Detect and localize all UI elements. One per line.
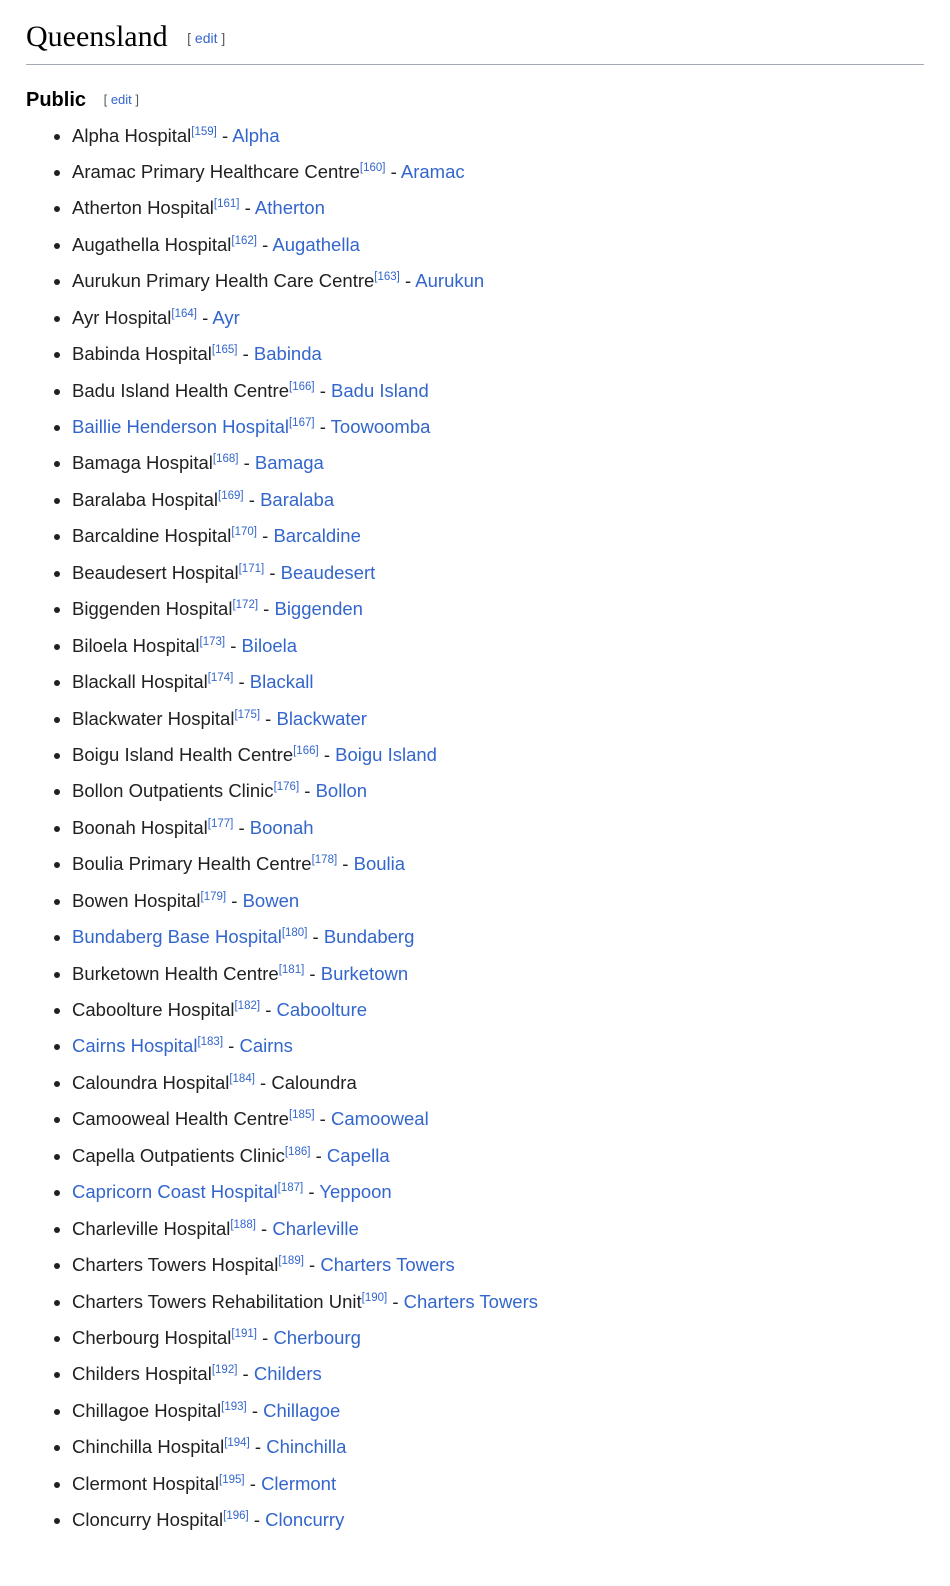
separator: - (248, 1509, 266, 1531)
separator: - (254, 1071, 272, 1093)
hospital-name: Biggenden Hospital (72, 598, 233, 620)
hospital-name: Boigu Island Health Centre (72, 743, 294, 765)
location-name[interactable]: Atherton (254, 197, 325, 219)
location-name[interactable]: Barcaldine (273, 525, 361, 547)
list-item (72, 846, 924, 882)
reference-link[interactable]: [191] (231, 1327, 257, 1340)
reference-link[interactable]: [162] (231, 234, 257, 247)
hospital-name: Babinda Hospital (72, 343, 212, 365)
list-item (72, 1174, 924, 1210)
separator: - (399, 270, 416, 292)
location-name: Caloundra (271, 1071, 357, 1093)
location-name[interactable]: Beaudesert (280, 561, 376, 583)
reference-link[interactable]: [171] (238, 562, 265, 575)
hospital-name: Barcaldine Hospital (72, 525, 232, 547)
list-item (72, 737, 924, 773)
separator: - (314, 379, 332, 401)
hospital-name: Biloela Hospital (72, 634, 200, 656)
separator: - (303, 1254, 321, 1276)
hospital-name: Blackall Hospital (72, 671, 208, 693)
subsection-title-text: Public (26, 88, 87, 111)
hospital-name: Childers Hospital (72, 1363, 212, 1385)
reference-link[interactable]: [164] (171, 307, 197, 320)
hospital-name: Blackwater Hospital (72, 707, 235, 729)
reference-link[interactable]: [159] (191, 125, 217, 138)
reference-link[interactable]: [174] (207, 671, 234, 684)
separator: - (304, 962, 321, 984)
reference-link[interactable]: [196] (223, 1509, 249, 1522)
hospital-name: Caloundra Hospital (72, 1071, 230, 1093)
list-item (72, 482, 924, 518)
hospital-name: Capella Outpatients Clinic (72, 1144, 285, 1166)
location-name[interactable]: Biggenden (274, 598, 363, 620)
list-item (72, 1320, 924, 1356)
location-name[interactable]: Cloncurry (265, 1509, 345, 1531)
location-name[interactable]: Boonah (249, 816, 314, 838)
separator: - (264, 561, 281, 583)
separator: - (257, 233, 273, 255)
reference-link[interactable]: [181] (278, 963, 305, 976)
location-name[interactable]: Blackall (249, 671, 314, 693)
separator: - (299, 780, 316, 802)
reference-link[interactable]: [173] (199, 635, 226, 648)
separator: - (318, 743, 336, 765)
hospital-name: Aurukun Primary Health Care Centre (72, 270, 375, 292)
list-item (72, 1466, 924, 1502)
hospital-name: Caboolture Hospital (72, 999, 235, 1020)
hospital-name: Boulia Primary Health Centre (72, 853, 312, 875)
reference-link[interactable]: [187] (277, 1182, 304, 1195)
list-item (72, 1429, 924, 1465)
location-name[interactable]: Camooweal (331, 1108, 429, 1130)
reference-link[interactable]: [179] (200, 890, 227, 903)
reference-link[interactable]: [163] (374, 271, 400, 284)
list-item (72, 919, 924, 955)
separator: - (246, 1399, 264, 1421)
location-name[interactable]: Boigu Island (335, 743, 437, 765)
separator: - (243, 488, 261, 510)
list-item (72, 373, 924, 409)
separator: - (258, 598, 275, 620)
separator: - (337, 853, 354, 875)
separator: - (255, 1217, 273, 1239)
edit-bracket-close: ] (135, 91, 140, 107)
location-name[interactable]: Bowen (242, 889, 300, 911)
location-name[interactable]: Badu Island (331, 379, 429, 401)
reference-link[interactable]: [189] (278, 1254, 304, 1267)
separator: - (310, 1144, 327, 1166)
hospital-name: Burketown Health Centre (72, 962, 279, 984)
separator: - (223, 1035, 240, 1057)
hospital-name: Beaudesert Hospital (72, 561, 239, 583)
location-name[interactable]: Bollon (315, 780, 368, 802)
list-item (72, 1356, 924, 1392)
separator: - (260, 707, 277, 729)
list-item (72, 1502, 924, 1538)
hospital-name: Augathella Hospital (72, 233, 232, 255)
list-item (72, 1211, 924, 1247)
list-item (72, 1028, 924, 1064)
list-item (72, 1101, 924, 1137)
location-name[interactable]: Biloela (241, 634, 298, 656)
reference-link[interactable]: [169] (218, 489, 244, 502)
location-name[interactable]: Ayr (212, 306, 240, 328)
location-name[interactable]: Augathella (272, 233, 360, 255)
list-item (72, 227, 924, 263)
list-item (72, 1393, 924, 1429)
reference-link[interactable]: [166] (289, 380, 315, 393)
location-name[interactable]: Babinda (253, 343, 322, 365)
subsection-edit-link (104, 92, 139, 107)
location-name[interactable]: Caboolture (276, 999, 368, 1020)
location-name[interactable]: Charters Towers (403, 1290, 538, 1312)
location-name[interactable]: Burketown (320, 962, 409, 984)
separator: - (238, 452, 255, 474)
list-item (72, 664, 924, 700)
hospital-name: Cloncurry Hospital (72, 1509, 224, 1531)
hospital-name: Atherton Hospital (72, 197, 214, 219)
hospital-list (26, 118, 924, 1539)
location-name[interactable]: Baralaba (260, 488, 335, 510)
separator: - (307, 926, 324, 948)
list-item (72, 701, 924, 737)
hospital-name: Bamaga Hospital (72, 452, 213, 474)
reference-link[interactable]: [160] (359, 161, 386, 174)
list-item (72, 628, 924, 664)
hospital-name[interactable]: Capricorn Coast Hospital (72, 1181, 278, 1203)
page-title: Queensland (26, 20, 168, 53)
separator: - (233, 816, 250, 838)
hospital-name: Baralaba Hospital (72, 488, 219, 510)
list-item (72, 1284, 924, 1320)
reference-link[interactable]: [194] (224, 1437, 250, 1450)
reference-link[interactable]: [180] (281, 926, 308, 939)
reference-link[interactable]: [178] (311, 854, 338, 867)
separator: - (216, 124, 233, 146)
list-item (72, 1247, 924, 1283)
edit-link-queensland[interactable]: edit (194, 30, 218, 46)
reference-link[interactable]: [172] (232, 599, 259, 612)
location-name[interactable]: Cairns (239, 1035, 293, 1057)
location-name[interactable]: Aurukun (415, 270, 485, 292)
separator: - (303, 1181, 320, 1203)
list-item (72, 1138, 924, 1174)
separator: - (244, 1472, 262, 1494)
location-name[interactable]: Cherbourg (273, 1326, 361, 1348)
hospital-name: Bollon Outpatients Clinic (72, 780, 274, 802)
location-name[interactable]: Chinchilla (266, 1436, 347, 1458)
list-item (72, 555, 924, 591)
separator: - (233, 671, 250, 693)
reference-link[interactable]: [190] (361, 1291, 388, 1304)
list-item (72, 190, 924, 226)
location-name[interactable]: Boulia (353, 853, 406, 875)
reference-link[interactable]: [175] (234, 708, 261, 721)
list-item (72, 956, 924, 992)
reference-link[interactable]: [182] (234, 999, 261, 1012)
list-item (72, 591, 924, 627)
hospital-name: Camooweal Health Centre (72, 1108, 289, 1130)
hospital-name: Clermont Hospital (72, 1472, 220, 1494)
location-name[interactable]: Alpha (232, 124, 280, 146)
reference-link[interactable]: [167] (288, 416, 315, 429)
separator: - (256, 1326, 274, 1348)
reference-link[interactable]: [193] (221, 1400, 247, 1413)
list-item (72, 1065, 924, 1101)
separator: - (225, 634, 242, 656)
separator: - (260, 999, 277, 1020)
list-item (72, 518, 924, 554)
hospital-name[interactable]: Baillie Henderson Hospital (72, 416, 289, 437)
separator: - (239, 197, 255, 219)
reference-link[interactable]: [195] (219, 1473, 245, 1486)
reference-link[interactable]: [177] (207, 817, 234, 830)
location-name[interactable]: Yeppoon (319, 1181, 392, 1203)
list-item (72, 445, 924, 481)
list-item (72, 810, 924, 846)
hospital-name: Alpha Hospital (72, 124, 192, 146)
location-name[interactable]: Chillagoe (263, 1399, 341, 1421)
hospital-name: Chillagoe Hospital (72, 1399, 222, 1421)
location-name[interactable]: Childers (253, 1363, 322, 1385)
hospital-name: Charters Towers Hospital (72, 1254, 279, 1276)
reference-link[interactable]: [166] (293, 744, 319, 757)
hospital-name: Charleville Hospital (72, 1217, 231, 1239)
reference-link[interactable]: [188] (230, 1218, 256, 1231)
location-name[interactable]: Capella (326, 1144, 390, 1166)
separator: - (314, 416, 331, 437)
list-item (72, 154, 924, 190)
edit-bracket-open: [ (187, 30, 192, 46)
hospital-name: Badu Island Health Centre (72, 379, 289, 401)
reference-link[interactable]: [184] (229, 1072, 255, 1085)
list-item (72, 118, 924, 154)
reference-link[interactable]: [168] (212, 453, 239, 466)
reference-link[interactable]: [185] (288, 1109, 315, 1122)
separator: - (237, 1363, 254, 1385)
edit-bracket-open: [ (103, 91, 108, 107)
hospital-name: Ayr Hospital (72, 306, 172, 328)
reference-link[interactable]: [176] (273, 781, 300, 794)
reference-link[interactable]: [165] (211, 343, 238, 356)
reference-link[interactable]: [186] (284, 1145, 311, 1158)
list-item (72, 773, 924, 809)
separator: - (314, 1108, 331, 1130)
edit-link-public[interactable]: edit (110, 91, 132, 107)
separator: - (237, 343, 254, 365)
location-name[interactable]: Bamaga (254, 452, 324, 474)
reference-link[interactable]: [183] (197, 1036, 224, 1049)
reference-link[interactable]: [170] (231, 526, 257, 539)
hospital-name: Cherbourg Hospital (72, 1326, 232, 1348)
reference-link[interactable]: [192] (211, 1364, 238, 1377)
separator: - (249, 1436, 267, 1458)
reference-link[interactable]: [161] (213, 198, 240, 211)
list-item (72, 883, 924, 919)
list-item (72, 992, 924, 1028)
location-name[interactable]: Toowoomba (330, 416, 431, 437)
hospital-name[interactable]: Bundaberg Base Hospital (72, 926, 282, 948)
list-item (72, 263, 924, 299)
section-edit-link (187, 30, 225, 46)
separator: - (256, 525, 274, 547)
separator: - (226, 889, 243, 911)
list-item (72, 300, 924, 336)
location-name[interactable]: Charleville (272, 1217, 359, 1239)
separator: - (385, 160, 401, 182)
location-name[interactable]: Bundaberg (323, 926, 415, 948)
hospital-name: Aramac Primary Healthcare Centre (72, 160, 360, 182)
section-heading-queensland (26, 18, 924, 65)
list-item (72, 336, 924, 372)
location-name[interactable]: Aramac (400, 160, 465, 182)
hospital-name: Boonah Hospital (72, 816, 208, 838)
subsection-heading-public (26, 89, 924, 112)
hospital-name[interactable]: Cairns Hospital (72, 1035, 198, 1057)
separator: - (196, 306, 213, 328)
location-name[interactable]: Blackwater (276, 707, 367, 729)
location-name[interactable]: Clermont (261, 1472, 337, 1494)
hospital-name: Chinchilla Hospital (72, 1436, 225, 1458)
edit-bracket-close: ] (221, 30, 226, 46)
location-name[interactable]: Charters Towers (320, 1254, 455, 1276)
list-item (72, 409, 924, 445)
hospital-name: Charters Towers Rehabilitation Unit (72, 1290, 362, 1312)
separator: - (387, 1290, 404, 1312)
hospital-name: Bowen Hospital (72, 889, 201, 911)
